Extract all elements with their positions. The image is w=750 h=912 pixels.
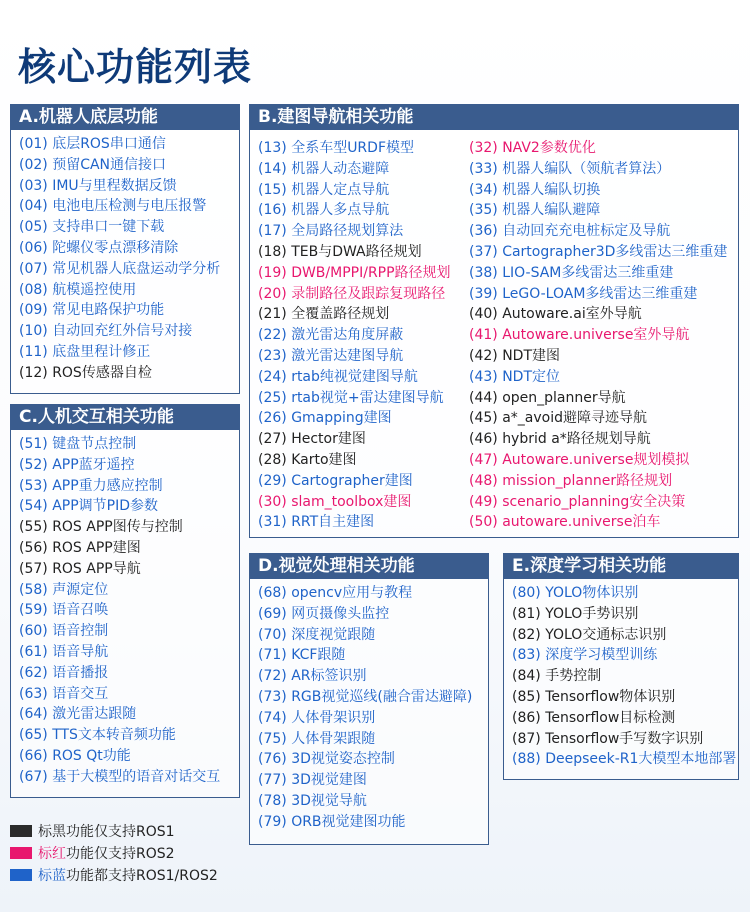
feature-item: (37) Cartographer3D多线雷达三维重建	[469, 243, 728, 260]
feature-item: (86) Tensorflow目标检测	[512, 709, 676, 726]
feature-item: (83) 深度学习模型训练	[512, 647, 658, 664]
feature-item: (57) ROS APP导航	[19, 560, 141, 577]
feature-item: (66) ROS Qt功能	[19, 747, 131, 764]
feature-item: (17) 全局路径规划算法	[258, 223, 404, 240]
feature-item: (35) 机器人编队避障	[469, 202, 601, 219]
feature-item: (62) 语音播报	[19, 664, 109, 681]
feature-item: (88) Deepseek-R1大模型本地部署	[512, 751, 737, 768]
section-b	[249, 104, 739, 538]
feature-item: (70) 深度视觉跟随	[258, 626, 376, 643]
feature-item: (58) 声源定位	[19, 581, 109, 598]
feature-item: (42) NDT建图	[469, 347, 560, 364]
feature-item: (39) LeGO-LOAM多线雷达三维重建	[469, 285, 698, 302]
feature-item: (31) RRT自主建图	[258, 514, 375, 531]
feature-item: (47) Autoware.universe规划模拟	[469, 451, 690, 468]
feature-item: (11) 底盘里程计修正	[19, 343, 151, 360]
color-legend	[10, 820, 218, 886]
legend-highlight: 标蓝	[38, 868, 66, 884]
section-c	[10, 404, 240, 798]
feature-item: (85) Tensorflow物体识别	[512, 688, 676, 705]
feature-item: (50) autoware.universe泊车	[469, 514, 661, 531]
feature-item: (55) ROS APP图传与控制	[19, 519, 183, 536]
legend-highlight: 标黑	[38, 824, 66, 840]
feature-item: (74) 人体骨架识别	[258, 709, 376, 726]
feature-item: (49) scenario_planning安全决策	[469, 493, 686, 510]
feature-item: (10) 自动回充红外信号对接	[19, 323, 193, 340]
legend-swatch-red	[10, 847, 32, 859]
feature-item: (23) 激光雷达建图导航	[258, 347, 404, 364]
legend-row-black	[10, 820, 218, 842]
feature-item: (72) AR标签识别	[258, 668, 367, 685]
feature-item: (21) 全覆盖路径规划	[258, 306, 390, 323]
feature-item: (32) NAV2参数优化	[469, 140, 596, 156]
feature-item: (44) open_planner导航	[469, 389, 626, 406]
legend-text: 功能仅支持ROS1	[66, 824, 175, 840]
section-c-list	[11, 430, 239, 788]
feature-item: (20) 录制路径及跟踪复现路径	[258, 285, 446, 302]
feature-item: (69) 网页摄像头监控	[258, 605, 390, 622]
legend-row-red	[10, 842, 218, 864]
feature-item: (59) 语音召唤	[19, 602, 109, 619]
feature-item: (19) DWB/MPPI/RPP路径规划	[258, 264, 451, 281]
section-d	[249, 553, 489, 845]
feature-item: (54) APP调节PID参数	[19, 498, 159, 515]
feature-item: (48) mission_planner路径规划	[469, 472, 673, 489]
feature-item: (77) 3D视觉建图	[258, 772, 367, 789]
section-e-list	[504, 579, 738, 770]
legend-highlight: 标红	[38, 846, 66, 862]
feature-item: (12) ROS传感器自检	[19, 364, 152, 381]
feature-item: (51) 键盘节点控制	[19, 436, 137, 452]
feature-item: (65) TTS文本转音频功能	[19, 727, 176, 744]
feature-item: (79) ORB视觉建图功能	[258, 813, 406, 830]
feature-item: (43) NDT定位	[469, 368, 560, 385]
section-b-list-left	[250, 134, 451, 533]
feature-item: (22) 激光雷达角度屏蔽	[258, 327, 404, 344]
feature-item: (71) KCF跟随	[258, 647, 346, 664]
feature-item: (07) 常见机器人底盘运动学分析	[19, 260, 221, 277]
legend-text: 功能都支持ROS1/ROS2	[66, 868, 218, 884]
feature-item: (24) rtab纯视觉建图导航	[258, 368, 418, 385]
feature-item: (45) a*_avoid避障寻迹导航	[469, 410, 647, 427]
feature-item: (84) 手势控制	[512, 668, 602, 685]
section-d-list	[250, 579, 488, 833]
feature-item: (28) Karto建图	[258, 451, 357, 468]
feature-item: (46) hybrid a*路径规划导航	[469, 431, 651, 448]
feature-item: (27) Hector建图	[258, 431, 366, 448]
feature-item: (56) ROS APP建图	[19, 539, 141, 556]
feature-item: (63) 语音交互	[19, 685, 109, 702]
feature-item: (81) YOLO手势识别	[512, 605, 639, 622]
feature-item: (06) 陀螺仪零点漂移清除	[19, 239, 179, 256]
section-a	[10, 104, 240, 394]
legend-text: 功能仅支持ROS2	[66, 846, 175, 862]
feature-item: (80) YOLO物体识别	[512, 585, 639, 601]
feature-item: (15) 机器人定点导航	[258, 181, 390, 198]
section-b-header: B.建图导航相关功能	[250, 105, 738, 130]
feature-item: (40) Autoware.ai室外导航	[469, 306, 642, 323]
section-c-header: C.人机交互相关功能	[11, 405, 239, 430]
feature-item: (34) 机器人编队切换	[469, 181, 601, 198]
section-e	[503, 553, 739, 780]
feature-item: (78) 3D视觉导航	[258, 792, 367, 809]
feature-item: (25) rtab视觉+雷达建图导航	[258, 389, 444, 406]
feature-item: (82) YOLO交通标志识别	[512, 626, 667, 643]
feature-item: (01) 底层ROS串口通信	[19, 136, 166, 152]
section-a-header: A.机器人底层功能	[11, 105, 239, 130]
section-e-header: E.深度学习相关功能	[504, 554, 738, 579]
feature-item: (52) APP蓝牙遥控	[19, 456, 135, 473]
feature-item: (41) Autoware.universe室外导航	[469, 327, 690, 344]
section-d-header: D.视觉处理相关功能	[250, 554, 488, 579]
feature-item: (02) 预留CAN通信接口	[19, 156, 167, 173]
feature-item: (13) 全系车型URDF模型	[258, 140, 414, 156]
feature-item: (30) slam_toolbox建图	[258, 493, 412, 510]
legend-row-blue	[10, 864, 218, 886]
feature-item: (67) 基于大模型的语音对话交互	[19, 768, 221, 785]
feature-item: (04) 电池电压检测与电压报警	[19, 198, 207, 215]
page-title: 核心功能列表	[18, 45, 253, 89]
feature-item: (64) 激光雷达跟随	[19, 706, 137, 723]
feature-item: (18) TEB与DWA路径规划	[258, 243, 422, 260]
feature-item: (16) 机器人多点导航	[258, 202, 390, 219]
feature-item: (14) 机器人动态避障	[258, 160, 390, 177]
feature-item: (26) Gmapping建图	[258, 410, 392, 427]
feature-item: (33) 机器人编队（领航者算法）	[469, 160, 671, 177]
feature-item: (87) Tensorflow手写数字识别	[512, 730, 704, 747]
legend-swatch-blue	[10, 869, 32, 881]
feature-item: (05) 支持串口一键下载	[19, 219, 165, 236]
feature-item: (76) 3D视觉姿态控制	[258, 751, 395, 768]
section-b-list-right	[461, 134, 727, 533]
feature-item: (29) Cartographer建图	[258, 472, 413, 489]
feature-item: (09) 常见电路保护功能	[19, 302, 165, 319]
feature-item: (03) IMU与里程数据反馈	[19, 177, 177, 194]
feature-item: (60) 语音控制	[19, 623, 109, 640]
feature-item: (68) opencv应用与教程	[258, 585, 413, 601]
section-a-list	[11, 130, 239, 384]
feature-item: (75) 人体骨架跟随	[258, 730, 376, 747]
feature-item: (73) RGB视觉巡线(融合雷达避障)	[258, 688, 473, 705]
feature-item: (61) 语音导航	[19, 643, 109, 660]
feature-item: (53) APP重力感应控制	[19, 477, 163, 494]
feature-item: (36) 自动回充充电桩标定及导航	[469, 223, 671, 240]
feature-item: (08) 航模遥控使用	[19, 281, 137, 298]
legend-swatch-black	[10, 825, 32, 837]
feature-item: (38) LIO-SAM多线雷达三维重建	[469, 264, 674, 281]
